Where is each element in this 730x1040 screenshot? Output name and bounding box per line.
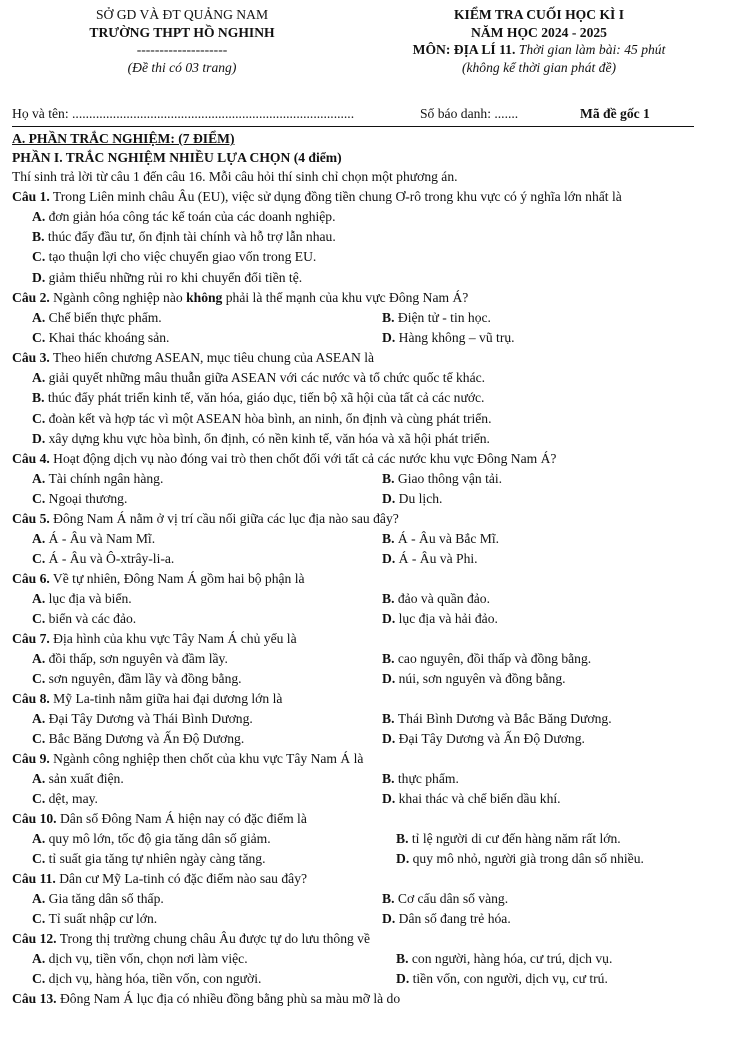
answer-row xyxy=(12,729,712,749)
answer-option: A. Tài chính ngân hàng. xyxy=(32,471,164,486)
question-5: Câu 5. Đông Nam Á nằm ở vị trí cầu nối giữa các lục địa nào sau đây? xyxy=(12,511,399,527)
answer-option: B. thực phẩm. xyxy=(382,770,459,786)
section-a-title: A. PHẦN TRẮC NGHIỆM: (7 ĐIỂM) xyxy=(12,131,235,146)
answer-option: D. giảm thiểu những rủi ro khi chuyển đổi tiền tệ. xyxy=(32,269,303,285)
answer-option: B. Thái Bình Dương và Bắc Băng Dương. xyxy=(382,710,612,726)
subject-name: MÔN: ĐỊA LÍ 11. xyxy=(412,42,516,57)
answer-option: B. Cơ cấu dân số vàng. xyxy=(382,890,509,906)
answer-row xyxy=(12,849,712,869)
question-9: Câu 9. Ngành công nghiệp then chốt của khu vực Tây Nam Á là xyxy=(12,751,364,767)
answer-option: B. cao nguyên, đồi thấp và đồng bằng. xyxy=(382,650,592,666)
answer-option: D. Đại Tây Dương và Ấn Độ Dương. xyxy=(382,731,585,747)
school-name: TRƯỜNG THPT HỒ NGHINH xyxy=(89,24,275,40)
answer-option: B. con người, hàng hóa, cư trú, dịch vụ. xyxy=(396,950,613,966)
question-11: Câu 11. Dân cư Mỹ La-tinh có đặc điểm nào sau đây? xyxy=(12,871,308,887)
answer-row xyxy=(12,589,712,609)
answer-option: A. giải quyết những mâu thuẫn giữa ASEAN với các nước và tổ chức quốc tế khác. xyxy=(32,369,486,385)
question-6: Câu 6. Về tự nhiên, Đông Nam Á gồm hai bộ phận là xyxy=(12,571,305,587)
student-id-line xyxy=(12,104,712,124)
answer-option: B. thúc đẩy phát triển kinh tế, văn hóa, giáo dục, tiến bộ xã hội của tất cả các nước. xyxy=(32,390,485,406)
answer-option: D. xây dựng khu vực hòa bình, ổn định, có nền kinh tế, văn hóa và xã hội phát triển. xyxy=(32,431,490,446)
answer-option: C. Ngoại thương. xyxy=(32,491,128,507)
answer-option: D. quy mô nhỏ, người già trong dân số nhiều. xyxy=(396,851,644,866)
instruction-text: Thí sinh trả lời từ câu 1 đến câu 16. Mỗi câu hỏi thí sinh chỉ chọn một phương án. xyxy=(12,169,458,184)
school-year: NĂM HỌC 2024 - 2025 xyxy=(471,24,607,40)
question-1 xyxy=(12,187,702,207)
answer-row xyxy=(12,549,712,569)
question-number: Câu 5. xyxy=(12,511,50,527)
question-number: Câu 1. xyxy=(12,189,50,204)
answer-option: C. Á - Âu và Ô-xtrây-li-a. xyxy=(32,551,175,567)
candidate-number-field: Số báo danh: ....... xyxy=(420,106,519,121)
header-rule xyxy=(12,126,694,127)
emphasis-word: không xyxy=(186,290,223,306)
answer-option: C. đoàn kết và hợp tác vì một ASEAN hòa bình, an ninh, ổn định và cùng phát triển. xyxy=(32,410,492,426)
exam-page xyxy=(12,6,712,1009)
answer-option: C. biển và các đảo. xyxy=(32,611,137,627)
answer-option: A. lục địa và biển. xyxy=(32,590,132,606)
page-count-note: (Đề thi có 03 trang) xyxy=(127,59,237,75)
question-8: Câu 8. Mỹ La-tinh nằm giữa hai đại dương lớn là xyxy=(12,691,283,707)
answer-option: B. thúc đẩy đầu tư, ổn định tài chính và hỗ trợ lẫn nhau. xyxy=(32,229,336,244)
answer-row xyxy=(12,308,712,328)
question-text: Trong Liên minh châu Âu (EU), việc sử dụng đồng tiền chung Ơ-rô trong khu vực có ý nghĩa lớn nhất là xyxy=(49,189,622,204)
answer-row xyxy=(12,529,712,549)
question-number: Câu 6. xyxy=(12,571,50,587)
question-number: Câu 2. xyxy=(12,290,50,306)
answer-row xyxy=(12,889,712,909)
answer-option: D. núi, sơn nguyên và đồng bằng. xyxy=(382,671,566,687)
subject-line xyxy=(374,41,704,59)
answer-option: A. Chế biến thực phẩm. xyxy=(32,309,162,325)
answer-option: C. dịch vụ, hàng hóa, tiền vốn, con người. xyxy=(32,970,262,986)
question-12: Câu 12. Trong thị trường chung châu Âu được tự do lưu thông về xyxy=(12,931,371,947)
answer-option: D. khai thác và chế biến dầu khí. xyxy=(382,791,561,807)
answer-option: C. Bắc Băng Dương và Ấn Độ Dương. xyxy=(32,731,245,747)
answer-option: C. tỉ suất gia tăng tự nhiên ngày càng tăng. xyxy=(32,851,266,866)
question-7: Câu 7. Địa hình của khu vực Tây Nam Á chủ yếu là xyxy=(12,631,297,647)
answer-row xyxy=(12,789,712,809)
question-number: Câu 10. xyxy=(12,811,57,827)
question-4: Câu 4. Hoạt động dịch vụ nào đóng vai trò then chốt đối với tất cả các nước khu vực Đông Nam Á? xyxy=(12,451,557,467)
question-number: Câu 4. xyxy=(12,451,50,467)
question-13: Câu 13. Đông Nam Á lục địa có nhiều đồng bằng phù sa màu mỡ là do xyxy=(12,991,401,1007)
answer-option: B. Điện tử - tin học. xyxy=(382,309,491,325)
answer-option: D. Du lịch. xyxy=(382,491,443,507)
school-block xyxy=(52,6,312,76)
question-number: Câu 8. xyxy=(12,691,50,707)
answer-option: A. đơn giản hóa công tác kế toán của các doanh nghiệp. xyxy=(32,208,336,224)
answer-row xyxy=(12,328,712,348)
answer-option: C. tạo thuận lợi cho việc chuyển giao vốn trong EU. xyxy=(32,249,317,265)
answer-option: D. lục địa và hải đảo. xyxy=(382,611,498,627)
answer-row xyxy=(12,829,712,849)
answer-row xyxy=(12,909,712,929)
answer-option: A. sản xuất điện. xyxy=(32,770,124,786)
answer-option: A. Á - Âu và Nam Mĩ. xyxy=(32,530,156,546)
question-number: Câu 11. xyxy=(12,871,56,887)
answer-option: D. tiền vốn, con người, dịch vụ, cư trú. xyxy=(396,970,608,986)
question-number: Câu 7. xyxy=(12,631,50,647)
time-note: (không kể thời gian phát đề) xyxy=(461,59,617,75)
time-allowed: Thời gian làm bài: 45 phút xyxy=(515,42,666,57)
exam-info-block xyxy=(374,6,704,76)
question-2: Câu 2. Ngành công nghiệp nào không phải là thế mạnh của khu vực Đông Nam Á? xyxy=(12,290,469,306)
answer-option: D. Hàng không – vũ trụ. xyxy=(382,330,515,345)
answer-option: D. Dân số đang trẻ hóa. xyxy=(382,910,511,926)
question-number: Câu 12. xyxy=(12,931,57,947)
student-name-field: Họ và tên: ................................................................................... xyxy=(12,106,355,121)
answer-option: C. Khai thác khoáng sản. xyxy=(32,330,170,345)
answer-option: C. Tỉ suất nhập cư lớn. xyxy=(32,910,158,926)
question-3: Câu 3. Theo hiến chương ASEAN, mục tiêu chung của ASEAN là xyxy=(12,350,375,366)
answer-option: A. quy mô lớn, tốc độ gia tăng dân số giảm. xyxy=(32,830,271,846)
answer-row xyxy=(12,969,712,989)
answer-row xyxy=(12,769,712,789)
question-number: Câu 13. xyxy=(12,991,57,1007)
answer-option: B. Á - Âu và Bắc Mĩ. xyxy=(382,530,500,546)
part-1-title: PHẦN I. TRẮC NGHIỆM NHIỀU LỰA CHỌN (4 điểm) xyxy=(12,150,342,165)
answer-option: B. Giao thông vận tải. xyxy=(382,471,503,486)
divider-dashes: -------------------- xyxy=(136,42,228,57)
answer-option: B. đảo và quần đảo. xyxy=(382,590,490,606)
exam-header xyxy=(12,6,712,90)
answer-option: A. đồi thấp, sơn nguyên và đầm lầy. xyxy=(32,650,228,666)
department-name: SỞ GD VÀ ĐT QUẢNG NAM xyxy=(95,7,269,22)
answer-option: A. Đại Tây Dương và Thái Bình Dương. xyxy=(32,710,253,726)
answer-option: A. dịch vụ, tiền vốn, chọn nơi làm việc. xyxy=(32,950,248,966)
answer-row xyxy=(12,489,712,509)
answer-option: D. Á - Âu và Phi. xyxy=(382,551,478,567)
answer-row xyxy=(12,709,712,729)
question-number: Câu 9. xyxy=(12,751,50,767)
answer-row xyxy=(12,649,712,669)
answer-option: A. Gia tăng dân số thấp. xyxy=(32,890,164,906)
question-10: Câu 10. Dân số Đông Nam Á hiện nay có đặc điểm là xyxy=(12,811,307,827)
answer-option: C. dệt, may. xyxy=(32,791,98,807)
answer-row xyxy=(12,609,712,629)
answer-option: C. sơn nguyên, đầm lầy và đồng bằng. xyxy=(32,671,242,687)
answer-row xyxy=(12,469,712,489)
exam-code: Mã đề gốc 1 xyxy=(580,106,650,121)
exam-title: KIỂM TRA CUỐI HỌC KÌ I xyxy=(453,7,625,22)
answer-row xyxy=(12,669,712,689)
answer-option: B. tỉ lệ người di cư đến hàng năm rất lớn. xyxy=(396,830,621,846)
question-number: Câu 3. xyxy=(12,350,50,366)
answer-row xyxy=(12,949,712,969)
